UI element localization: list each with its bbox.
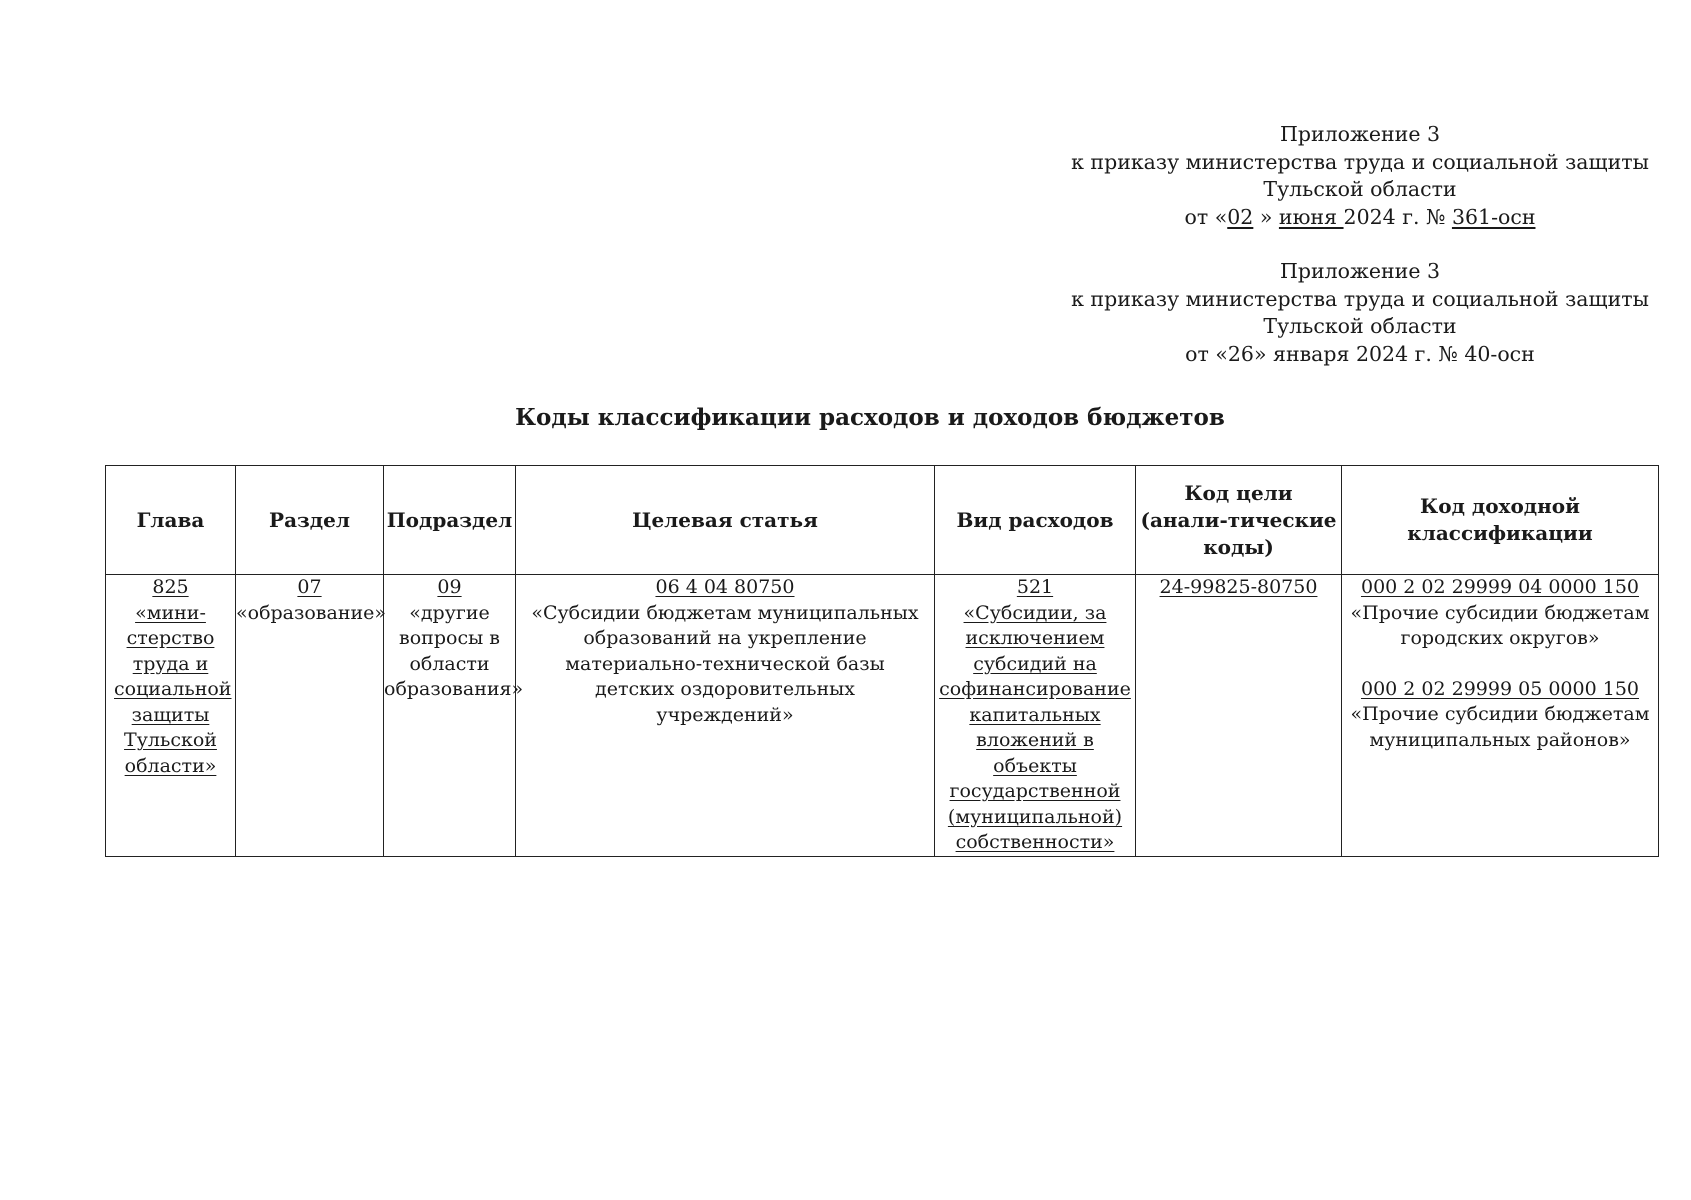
income-desc-1: «Прочие субсидии бюджетам городских округов» — [1350, 601, 1650, 649]
cell-podrazdel — [384, 575, 524, 857]
cell-glava — [106, 575, 236, 857]
classification-table — [105, 465, 1659, 857]
appendix-label: Приложение 3 — [1279, 259, 1441, 283]
glava-code: 825 — [152, 576, 189, 598]
income-code-2: 000 2 02 29999 05 0000 150 — [1360, 677, 1639, 700]
income-code-1: 000 2 02 29999 04 0000 150 — [1360, 576, 1639, 598]
header-expense-type: Вид расходов — [935, 466, 1136, 575]
cell-razdel — [236, 575, 387, 857]
appendix-order-ref: к приказу министерства труда и социальной защиты — [1071, 149, 1649, 174]
glava-desc: «мини-стерство труда и социальной защиты Тульской области» — [114, 601, 232, 777]
appendix-order-ref: к приказу министерства труда и социальной защиты — [1071, 286, 1649, 311]
income-desc-2: «Прочие субсидии бюджетам муниципальных районов» — [1350, 703, 1650, 751]
target-desc: «Субсидии бюджетам муниципальных образований на укрепление материально-технической базы детских оздоровительных учреждений» — [531, 601, 919, 726]
expense-desc: «Субсидии, за исключением субсидий на софинансирование капитальных вложений в объекты государственной (муниципальной) собственности» — [939, 601, 1131, 853]
cell-target — [516, 575, 935, 857]
date-prefix: от « — [1184, 204, 1228, 229]
razdel-code: 07 — [297, 576, 322, 598]
order-number: 361-осн — [1451, 204, 1536, 229]
appendix-date-line: от «26» января 2024 г. № 40-осн — [1185, 341, 1535, 366]
expense-code: 521 — [1016, 576, 1054, 598]
target-code: 06 4 04 80750 — [655, 576, 795, 598]
cell-income-code — [1342, 575, 1659, 857]
header-goal-code: Код цели (анали-тические коды) — [1136, 466, 1342, 575]
header-income-code: Код доходной классификации — [1342, 466, 1659, 575]
podrazdel-code: 09 — [437, 576, 462, 598]
spacer — [1342, 652, 1658, 677]
date-mid: » — [1253, 204, 1279, 229]
podrazdel-desc: «другие вопросы в области образования» — [384, 601, 524, 700]
appendix-previous-header — [1070, 258, 1650, 368]
goal-code: 24-99825-80750 — [1159, 576, 1318, 598]
cell-goal-code — [1136, 575, 1342, 857]
table-row — [106, 575, 1659, 857]
date-month: июня — [1278, 204, 1344, 229]
appendix-region: Тульской области — [1263, 314, 1457, 338]
header-podrazdel: Подраздел — [384, 466, 516, 575]
appendix-label: Приложение 3 — [1279, 122, 1441, 146]
table-header-row — [106, 466, 1659, 575]
appendix-date-line — [1070, 204, 1650, 232]
header-razdel: Раздел — [236, 466, 384, 575]
header-glava: Глава — [106, 466, 236, 575]
date-year: 2024 г. № — [1343, 204, 1452, 229]
document-title: Коды классификации расходов и доходов бюджетов — [515, 404, 1225, 431]
cell-expense-type — [935, 575, 1136, 857]
date-day: 02 — [1227, 204, 1254, 229]
header-target: Целевая статья — [516, 466, 935, 575]
appendix-current-header — [1070, 121, 1650, 231]
razdel-desc: «образование» — [236, 601, 387, 624]
appendix-region: Тульской области — [1263, 177, 1457, 201]
